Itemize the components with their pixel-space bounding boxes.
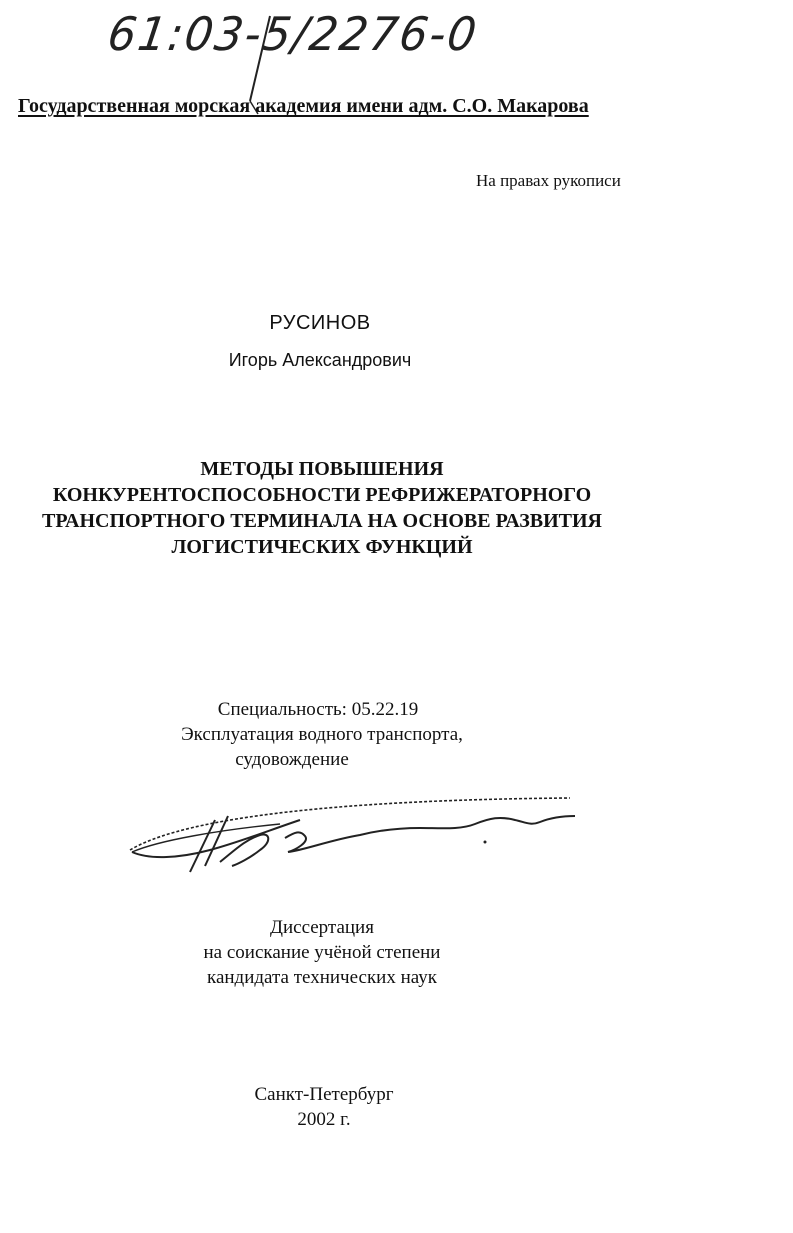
specialty-block <box>0 697 644 772</box>
institution-name: Государственная морская академия имени адм. С.О. Макарова <box>18 95 589 117</box>
degree-line: кандидата технических наук <box>207 967 437 988</box>
title-line: ЛОГИСТИЧЕСКИХ ФУНКЦИЙ <box>171 536 473 558</box>
author-surname: РУСИНОВ <box>269 312 371 334</box>
archive-mark: 61:03-5/2276-0 <box>104 8 482 62</box>
manuscript-note: На правах рукописи <box>476 171 621 190</box>
specialty-description-continued: судовождение <box>235 749 349 770</box>
dissertation-title <box>0 456 644 560</box>
degree-line: на соискание учёной степени <box>203 942 441 963</box>
specialty-code: Специальность: 05.22.19 <box>217 699 419 720</box>
specialty-description: Эксплуатация водного транспорта, <box>181 724 463 745</box>
degree-line: Диссертация <box>270 917 374 938</box>
author-given-names: Игорь Александрович <box>228 350 412 370</box>
city: Санкт-Петербург <box>254 1084 394 1105</box>
title-line: ТРАНСПОРТНОГО ТЕРМИНАЛА НА ОСНОВЕ РАЗВИТИЯ <box>42 510 602 532</box>
title-line: МЕТОДЫ ПОВЫШЕНИЯ <box>200 458 444 480</box>
signature-icon <box>120 780 590 890</box>
title-line: КОНКУРЕНТОСПОСОБНОСТИ РЕФРИЖЕРАТОРНОГО <box>52 484 592 506</box>
place-and-year <box>0 1082 648 1132</box>
degree-block <box>0 915 644 990</box>
year: 2002 г. <box>297 1109 351 1130</box>
